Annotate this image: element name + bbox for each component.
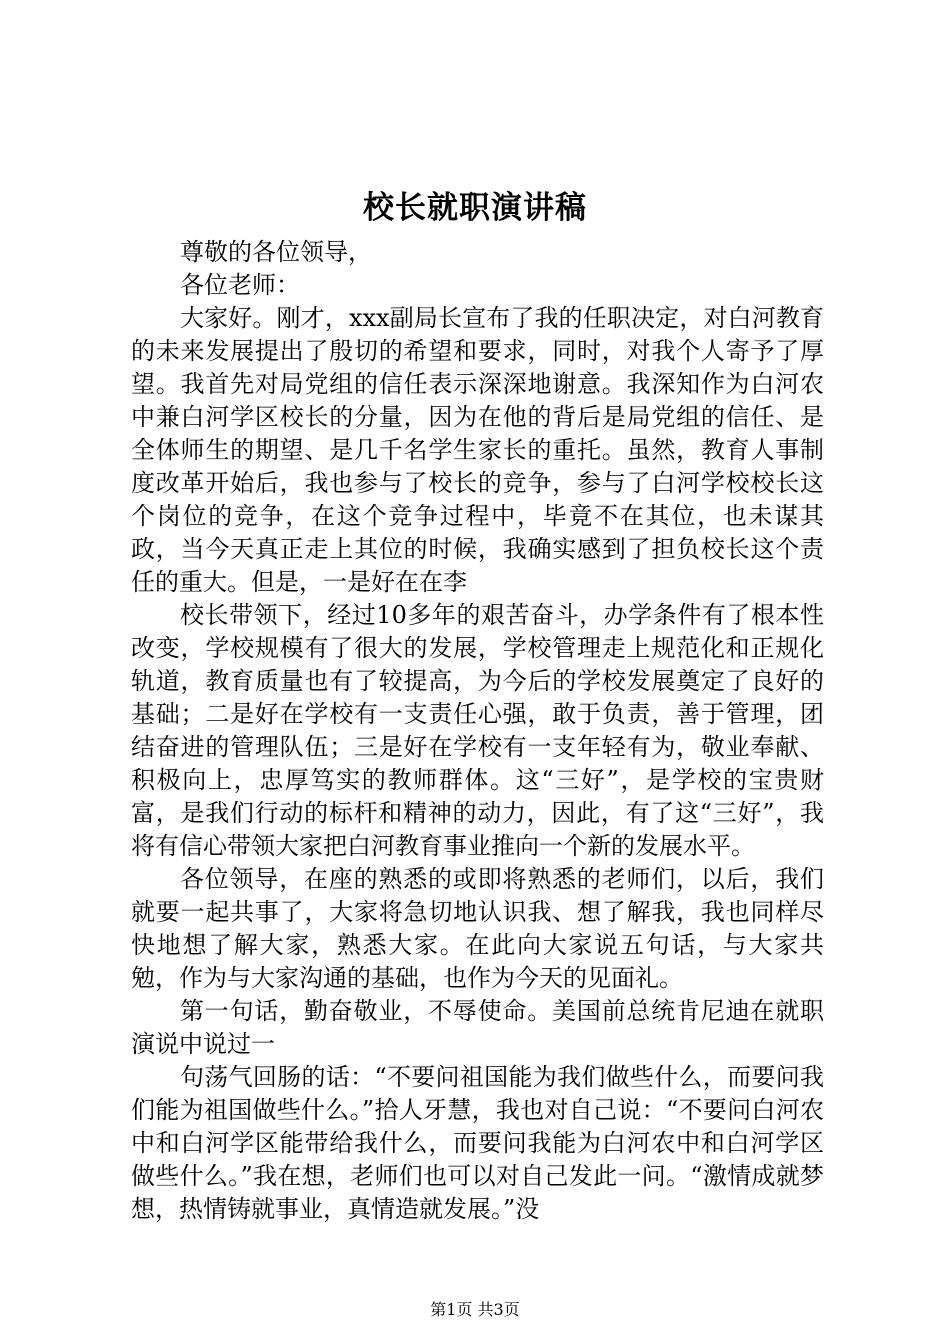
body-paragraph: 各位领导，在座的熟悉的或即将熟悉的老师们，以后，我们就要一起共事了，大家将急切地认识我、想了解我，我也同样尽快地想了解大家，熟悉大家。在此向大家说五句话，与大家共勉，作为与大家沟通的基础，也作为今天的见面礼。	[131, 865, 824, 992]
body-paragraph: 句荡气回肠的话：“不要问祖国能为我们做些什么，而要问我们能为祖国做些什么。”拾人牙慧，我也对自己说：“不要问白河农中和白河学区能带给我什么，而要问我能为白河农中和白河学区做些什么。”我在想，老师们也可以对自己发此一问。“激情成就梦想，热情铸就事业，真情造就发展。”没	[131, 1063, 824, 1223]
document-body	[131, 236, 824, 1226]
salutation-teachers: 各位老师：	[180, 271, 300, 299]
body-paragraph: 校长带领下，经过10多年的艰苦奋斗，办学条件有了根本性改变，学校规模有了很大的发展，学校管理走上规范化和正规化轨道，教育质量也有了较提高，为今后的学校发展奠定了良好的基础；二是好在学校有一支责任心强，敢于负责，善于管理，团结奋进的管理队伍；三是好在学校有一支年轻有为，敬业奉献、积极向上，忠厚笃实的教师群体。这“三好”，是学校的宝贵财富，是我们行动的标杆和精神的动力，因此，有了这“三好”，我将有信心带领大家把白河教育事业推向一个新的发展水平。	[131, 601, 824, 860]
page-number-footer: 第1页 共3页	[430, 1300, 520, 1319]
body-paragraph: 第一句话，勤奋敬业，不辱使命。美国前总统肯尼迪在就职演说中说过一	[131, 997, 824, 1058]
document-title: 校长就职演讲稿	[363, 190, 587, 226]
salutation-leaders: 尊敬的各位领导，	[180, 238, 372, 266]
body-paragraph: 大家好。刚才，xxx副局长宣布了我的任职决定，对白河教育的未来发展提出了殷切的希望和要求，同时，对我个人寄予了厚望。我首先对局党组的信任表示深深地谢意。我深知作为白河农中兼白河学区校长的分量，因为在他的背后是局党组的信任、是全体师生的期望、是几千名学生家长的重托。虽然，教育人事制度改革开始后，我也参与了校长的竞争，参与了白河学校校长这个岗位的竞争，在这个竞争过程中，毕竟不在其位，也未谋其政，当今天真正走上其位的时候，我确实感到了担负校长这个责任的重大。但是，一是好在在李	[131, 304, 824, 596]
